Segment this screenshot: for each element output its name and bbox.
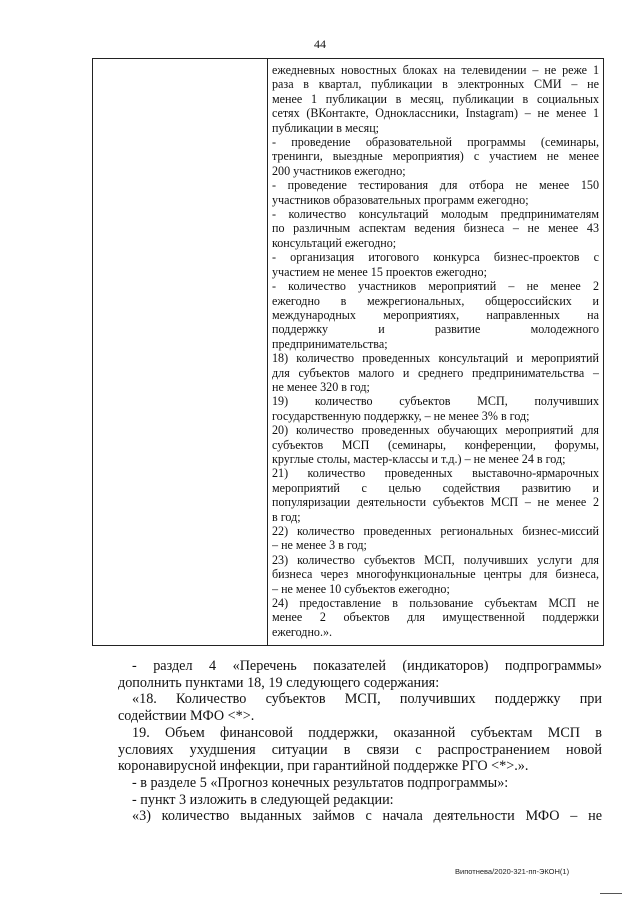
table-text-line: субъектов МСП (семинары, конференции, форумы, xyxy=(272,437,599,452)
table-left-cell xyxy=(93,59,268,646)
body-text-line: содействии МФО <*>. xyxy=(118,708,255,725)
table-text-line: не менее 320 в год; xyxy=(272,379,370,394)
page-number: 44 xyxy=(314,37,326,51)
table-right-cell xyxy=(268,59,604,646)
table-text-line: 18) количество проведенных консультаций и мероприятий xyxy=(272,351,599,366)
body-text xyxy=(118,658,602,825)
table-text-line: поддержку и развитие молодежного xyxy=(272,322,599,337)
body-text-line: - в разделе 5 «Прогноз конечных результатов подпрограммы»: xyxy=(132,774,509,791)
table-text-line: публикации в месяц; xyxy=(272,120,380,135)
table-text-line: - количество участников мероприятий – не менее 2 xyxy=(272,279,599,294)
table-text-line: ежедневных новостных блоках на телевидении – не реже 1 xyxy=(272,63,599,77)
body-text-line: - пункт 3 изложить в следующей редакции: xyxy=(132,791,394,808)
table-text-line: - организация итогового конкурса бизнес-проектов с xyxy=(272,250,599,265)
table-text-line: круглые столы, мастер-классы и т.д.) – не менее 24 в год; xyxy=(272,451,566,466)
table-text-line: в год; xyxy=(272,509,301,524)
table-text-line: 200 участников ежегодно; xyxy=(272,163,406,178)
table-text-line: участников образовательных программ ежегодно; xyxy=(272,192,529,207)
table-text-line: предпринимательства; xyxy=(272,336,388,351)
table-text-line: 24) предоставление в пользование субъектам МСП не xyxy=(272,596,599,611)
table-text-line: – не менее 10 субъектов ежегодно; xyxy=(272,581,450,596)
table-text-line: 19) количество субъектов МСП, получивших xyxy=(272,394,599,409)
document-stamp: Випотнева/2020-321-пп-ЭКОН(1) xyxy=(455,867,570,876)
table-text-line: - проведение образовательной программы (семинары, xyxy=(272,135,599,150)
body-text-line: «18. Количество субъектов МСП, получивших поддержку при xyxy=(132,691,602,708)
table-text-line: по различным аспектам ведения бизнеса – не менее 43 xyxy=(272,221,599,236)
table-text-line: участием не менее 15 проектов ежегодно; xyxy=(272,264,487,279)
table-text-line: для субъектов малого и среднего предпринимательства – xyxy=(272,365,599,380)
corner-mark xyxy=(600,893,622,894)
table-text-line: консультаций ежегодно; xyxy=(272,235,397,250)
body-text-line: условиях ухудшения ситуации в связи с распространением новой xyxy=(118,741,602,758)
table-text-line: менее 2 объектов для имущественной поддержки xyxy=(272,610,599,625)
indicators-table xyxy=(92,58,604,646)
table-text-line: - проведение тестирования для отбора не менее 150 xyxy=(272,178,599,193)
table-text-line: менее 1 публикации в месяц, публикации в социальных xyxy=(272,91,599,106)
body-text-line: дополнить пунктами 18, 19 следующего содержания: xyxy=(118,674,440,691)
table-text-line: ежегодно в межрегиональных, общероссийских и xyxy=(272,293,599,308)
table-text-line: 22) количество проведенных региональных бизнес-миссий xyxy=(272,524,599,538)
table-row xyxy=(93,59,604,646)
table-text-line: государственную поддержку, – не менее 3% в год; xyxy=(272,408,530,423)
body-text-line: - раздел 4 «Перечень показателей (индикаторов) подпрограммы» xyxy=(132,658,602,674)
body-text-line: «3) количество выданных займов с начала деятельности МФО – не xyxy=(132,808,602,825)
body-text-line: 19. Объем финансовой поддержки, оказанной субъектам МСП в xyxy=(132,724,602,741)
table-text-line: сетях (ВКонтакте, Одноклассники, Instagram) – не менее 1 xyxy=(272,106,599,121)
body-text-line: коронавирусной инфекции, при гарантийной поддержке РГО <*>.». xyxy=(118,758,529,775)
table-text-line: 23) количество субъектов МСП, получивших услуги для xyxy=(272,552,599,567)
table-text-line: ежегодно.». xyxy=(272,624,333,639)
table-text-line: популяризации деятельности субъектов МСП – не менее 2 xyxy=(272,495,599,510)
table-text-line: бизнеса через многофункциональные центры для бизнеса, xyxy=(272,567,599,582)
table-text-line: раза в квартал, публикации в электронных СМИ – не xyxy=(272,77,599,92)
table-text-line: – не менее 3 в год; xyxy=(272,538,367,553)
table-text-line: 21) количество проведенных выставочно-ярмарочных xyxy=(272,466,599,481)
table-text-line: 20) количество проведенных обучающих мероприятий для xyxy=(272,423,599,438)
table-text-line: международных мероприятиях, направленных на xyxy=(272,307,599,322)
table-text-line: тренинги, выездные мероприятия) с участием не менее xyxy=(272,149,599,164)
table-text-line: - количество консультаций молодым предпринимателям xyxy=(272,207,599,222)
table-text-line: мероприятий с целью содействия развитию и xyxy=(272,480,599,495)
